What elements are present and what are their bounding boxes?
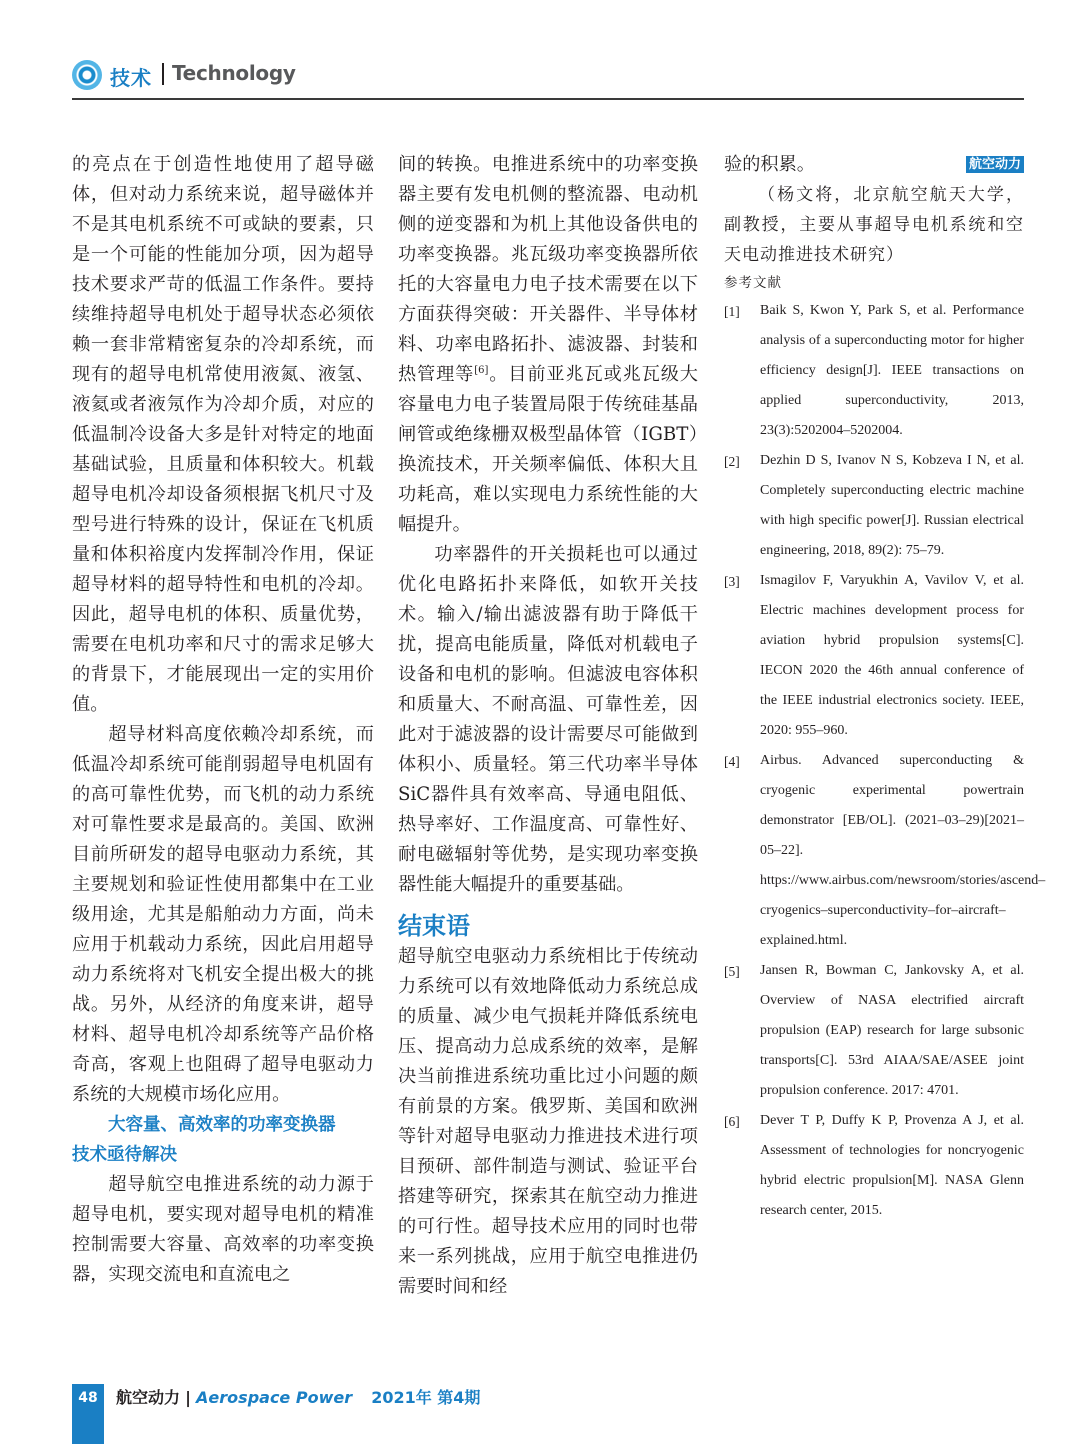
reference-number: [1] [724,304,740,319]
subheading-line-1: 大容量、高效率的功率变换器 [108,1115,336,1135]
references-title: 参考文献 [724,275,782,291]
col3-paragraph-1-text: 验的积累。 [724,154,815,175]
subheading [72,1110,374,1170]
reference-text: Ismagilov F, Varyukhin A, Vavilov V, et al. Electric machines development process for aviation hybrid propulsion systems[C]. IECON 2020 the 46th annual conference of the IEEE industrial electronics society. IEEE, 2020: 955–960. [760,573,1024,738]
end-mark-badge: 航空动力 [966,156,1024,173]
reference-text: Dever T P, Duffy K P, Provenza A J, et al. Assessment of technologies for noncryogenic hybrid electric propulsion[M]. NASA Glenn research center, 2015. [760,1113,1024,1218]
column-2 [398,150,698,1302]
col1-paragraph-1: 的亮点在于创造性地使用了超导磁体，但对动力系统来说，超导磁体并不是其电机系统不可或缺的要素，只是一个可能的性能加分项，因为超导技术要求严苛的低温工作条件。要持续维持超导电机处于超导状态必须依赖一套非常精密复杂的冷却系统，而现有的超导电机常使用液氮、液氢、液氦或者液氖作为冷却介质，对应的低温制冷设备大多是针对特定的地面基础试验，且质量和体积较大。机载超导电机冷却设备须根据飞机尺寸及型号进行特殊的设计，保证在飞机质量和体积裕度内发挥制冷作用，保证超导材料的超导特性和电机的冷却。因此，超导电机的体积、质量优势，需要在电机功率和尺寸的需求足够大的背景下，才能展现出一定的实用价值。 [72,154,374,715]
reference-item [724,446,1024,566]
col2-paragraph-1-text: 间的转换。电推进系统中的功率变换器主要有发电机侧的整流器、电动机侧的逆变器和为机上其他设备供电的功率变换器。兆瓦级功率变换器所依托的大容量电力电子技术需要在以下方面获得突破：开关器件、半导体材料、功率电路拓扑、滤波器、封装和热管理等 [398,154,698,385]
header-rule [72,98,1024,100]
reference-text: Jansen R, Bowman C, Jankovsky A, et al. Overview of NASA electrified aircraft propulsion (EAP) research for large subsonic transports[C]. 53rd AIAA/SAE/ASEE joint propulsion conference. 2017: 4701. [760,963,1024,1098]
reference-item [724,746,1046,956]
citation-6[interactable]: [6] [474,364,489,376]
author-info: （杨文将，北京航空航天大学，副教授，主要从事超导电机系统和空天电动推进技术研究） [724,185,1024,265]
column-3 [724,150,1046,1226]
col2-paragraph-1 [398,150,698,540]
reference-item [724,1106,1024,1226]
col2-paragraph-1-end: 。目前亚兆瓦或兆瓦级大容量电力电子装置局限于传统硅基晶闸管或绝缘栅双极型晶体管（IGBT）换流技术，开关频率偏低、体积大且功耗高，难以实现电力系统性能的大幅提升。 [398,364,698,535]
col2-paragraph-3: 超导航空电驱动力系统相比于传统动力系统可以有效地降低动力系统总成的质量、减少电气损耗并降低系统电压、提高动力总成系统的效率，是解决当前推进系统功重比过小问题的颇有前景的方案。俄罗斯、美国和欧洲等针对超导电驱动力推进技术进行项目预研、部件制造与测试、验证平台搭建等研究，探索其在航空动力推进的可行性。超导技术应用的同时也带来一系列挑战，应用于航空电推进仍需要时间和经 [398,946,698,1297]
column-1 [72,150,374,1290]
section-logo-icon [72,60,102,90]
subheading-line-2: 技术亟待解决 [72,1145,177,1165]
section-title-conclusion: 结束语 [398,912,470,940]
reference-list [724,296,1046,1226]
footer-journal-cn: 航空动力 [116,1388,181,1407]
header-section-cn: 技术 [110,66,152,90]
footer-separator: | [185,1388,191,1407]
reference-number: [2] [724,454,740,469]
col3-paragraph-1 [724,150,1024,180]
page-number: 48 [78,1390,98,1406]
reference-item [724,566,1024,746]
header-section-en: Technology [172,61,296,85]
reference-item [724,956,1024,1106]
reference-number: [3] [724,574,740,589]
reference-text: Baik S, Kwon Y, Park S, et al. Performance analysis of a superconducting motor for higher efficiency design[J]. IEEE transactions on applied superconductivity, 2013, 23(3):5202004–5202004. [760,303,1024,438]
reference-text: Dezhin D S, Ivanov N S, Kobzeva I N, et al. Completely superconducting electric machine with high specific power[J]. Russian electrical engineering, 2018, 89(2): 75–79. [760,453,1024,558]
col1-paragraph-3: 超导航空电推进系统的动力源于超导电机，要实现对超导电机的精准控制需要大容量、高效率的功率变换器，实现交流电和直流电之 [72,1174,374,1285]
reference-number: [6] [724,1114,740,1129]
reference-text: Airbus. Advanced superconducting & cryogenic experimental powertrain demonstrator [EB/OL]. (2021–03–29)[2021–05–22]. https://www.airbus.com/newsroom/stories/ascend–cryogenics–superconductivity–for–aircraft–explained.html. [760,753,1046,948]
col2-paragraph-2: 功率器件的开关损耗也可以通过优化电路拓扑来降低，如软开关技术。输入/输出滤波器有助于降低干扰，提高电能质量，降低对机载电子设备和电机的影响。但滤波电容体积和质量大、不耐高温、可靠性差，因此对于滤波器的设计需要尽可能做到体积小、质量轻。第三代功率半导体SiC器件具有效率高、导通电阻低、热导率好、工作温度高、可靠性好、耐电磁辐射等优势，是实现功率变换器性能大幅提升的重要基础。 [398,544,698,895]
footer-journal [116,1385,480,1408]
page-header [72,54,1024,100]
reference-number: [4] [724,754,740,769]
reference-item [724,296,1024,446]
reference-number: [5] [724,964,740,979]
header-divider [162,63,164,85]
col1-paragraph-2: 超导材料高度依赖冷却系统，而低温冷却系统可能削弱超导电机固有的高可靠性优势，而飞机的动力系统对可靠性要求是最高的。美国、欧洲目前所研发的超导电驱动力系统，其主要规划和验证性使用都集中在工业级用途，尤其是船舶动力方面，尚未应用于机载动力系统，因此启用超导动力系统将对飞机安全提出极大的挑战。另外，从经济的角度来讲，超导材料、超导电机冷却系统等产品价格奇高，客观上也阻碍了超导电驱动力系统的大规模市场化应用。 [72,724,374,1105]
footer-journal-en: Aerospace Power [196,1388,353,1407]
footer-issue: 2021年 第4期 [371,1388,481,1407]
